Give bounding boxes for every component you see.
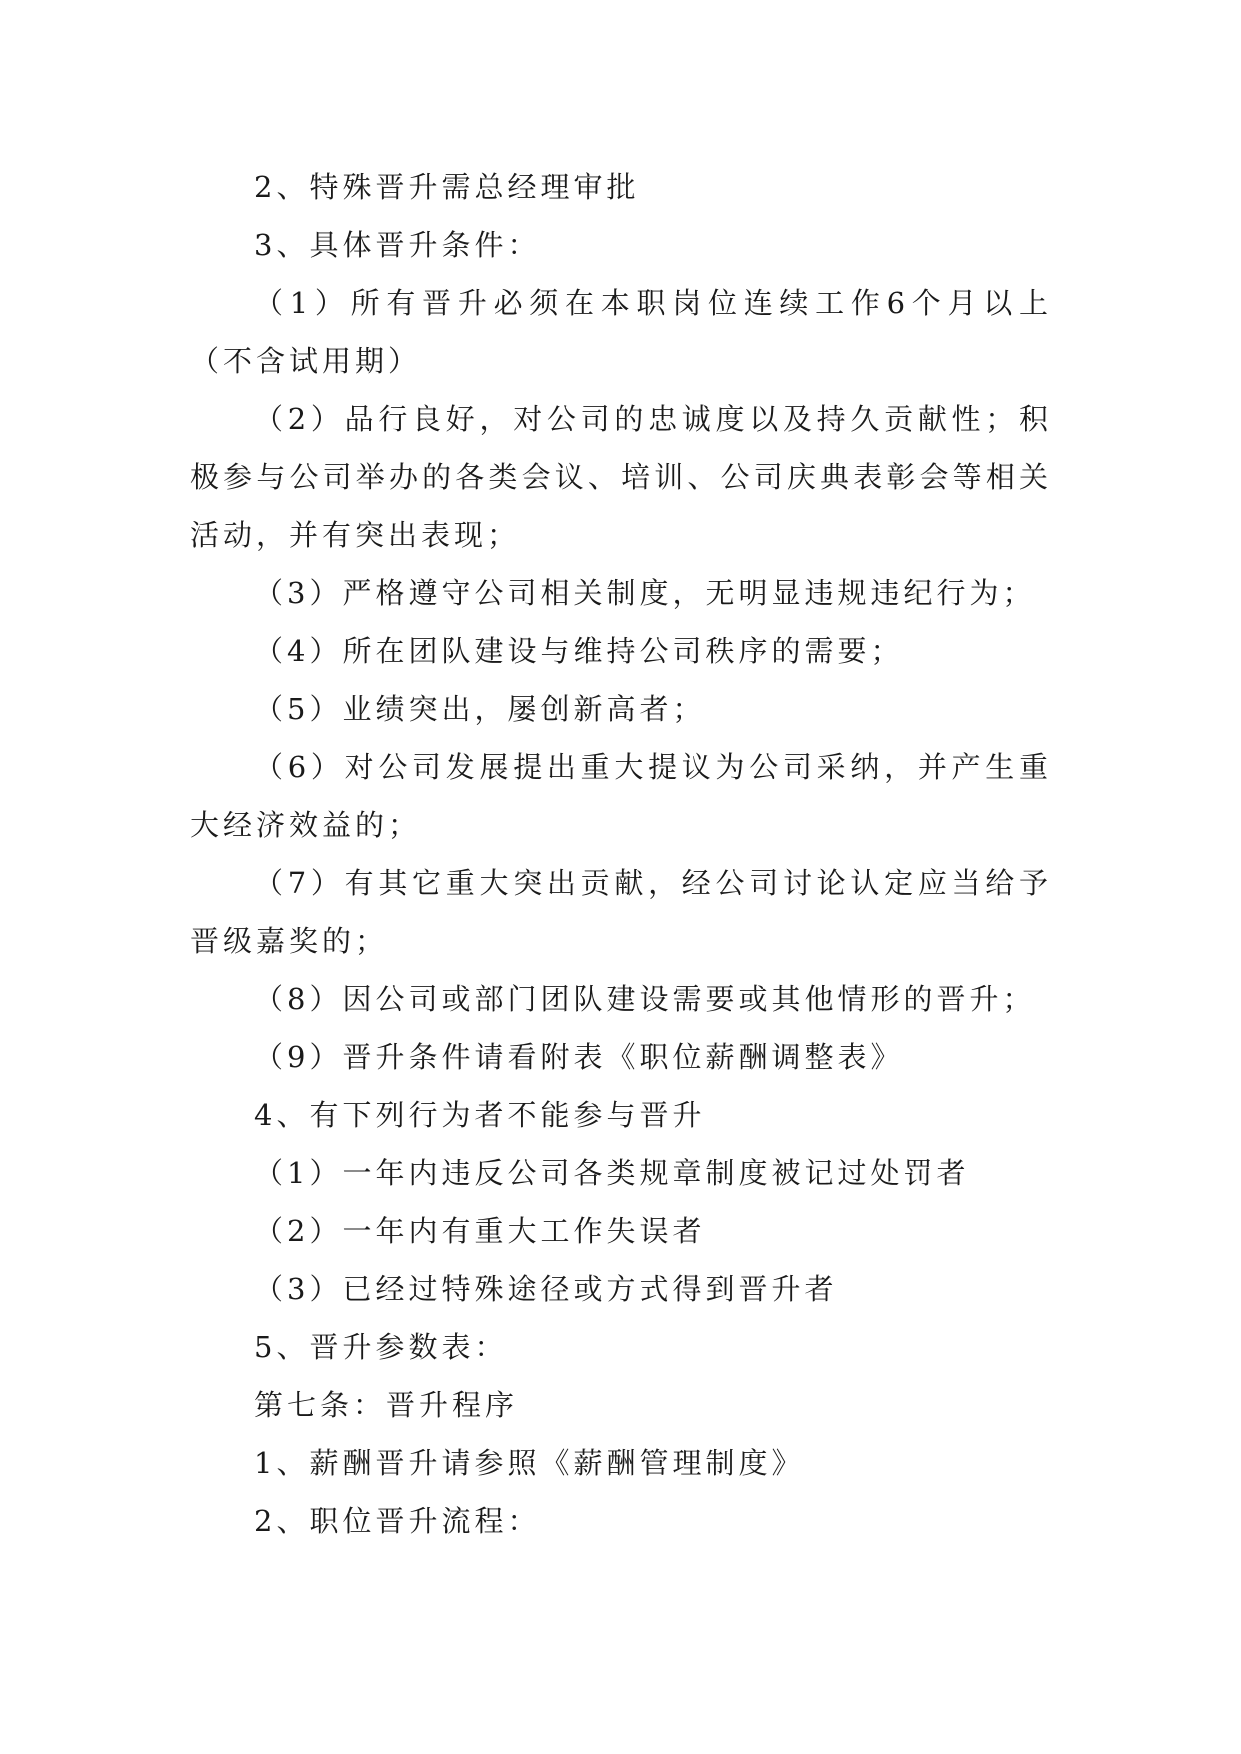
paragraph: （6）对公司发展提出重大提议为公司采纳，并产生重大经济效益的； [190, 750, 1052, 842]
paragraph: （8）因公司或部门团队建设需要或其他情形的晋升； [254, 982, 1036, 1016]
paragraph: （2）一年内有重大工作失误者 [254, 1214, 706, 1248]
paragraph: 2、特殊晋升需总经理审批 [254, 170, 640, 204]
paragraph: （3）严格遵守公司相关制度，无明显违规违纪行为； [254, 576, 1036, 610]
paragraph: 4、有下列行为者不能参与晋升 [254, 1098, 706, 1132]
paragraph: 2、职位晋升流程： [254, 1504, 541, 1538]
paragraph: （1）所有晋升必须在本职岗位连续工作6个月以上（不含试用期） [190, 286, 1052, 378]
paragraph: 1、薪酬晋升请参照《薪酬管理制度》 [254, 1446, 805, 1480]
paragraph: （1）一年内违反公司各类规章制度被记过处罚者 [254, 1156, 970, 1190]
paragraph: （9）晋升条件请看附表《职位薪酬调整表》 [254, 1040, 904, 1074]
paragraph: 3、具体晋升条件： [254, 228, 541, 262]
paragraph: （5）业绩突出，屡创新高者； [254, 692, 706, 726]
paragraph: （3）已经过特殊途径或方式得到晋升者 [254, 1272, 838, 1306]
paragraph: 5、晋升参数表： [254, 1330, 508, 1364]
paragraph: （7）有其它重大突出贡献，经公司讨论认定应当给予晋级嘉奖的； [190, 866, 1052, 958]
section-heading: 第七条：晋升程序 [254, 1388, 519, 1422]
document-body [190, 158, 1052, 1550]
paragraph: （2）品行良好，对公司的忠诚度以及持久贡献性；积极参与公司举办的各类会议、培训、公司庆典表彰会等相关活动，并有突出表现； [190, 402, 1052, 552]
paragraph: （4）所在团队建设与维持公司秩序的需要； [254, 634, 904, 668]
